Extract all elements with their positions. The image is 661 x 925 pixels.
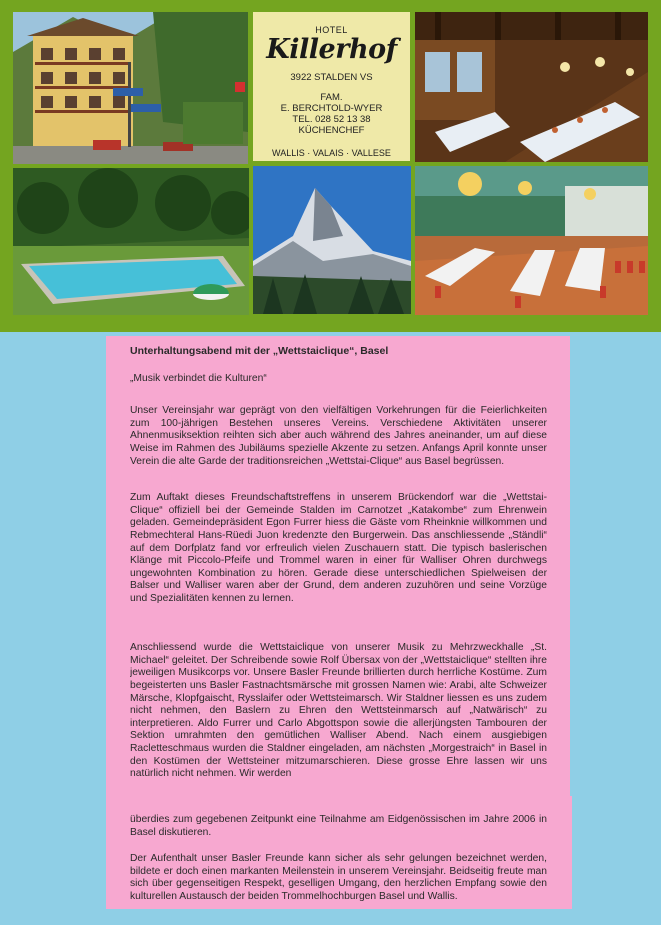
article-title: Unterhaltungsabend mit der „Wettstaiclique“, Basel [130, 345, 389, 357]
hotel-label-card [253, 12, 410, 161]
hotel-telephone: TEL. 028 52 13 38 [292, 114, 371, 125]
article-motto: „Musik verbindet die Kulturen“ [130, 373, 267, 384]
swimming-pool-photo [13, 168, 249, 315]
article-paragraph-1: Unser Vereinsjahr war geprägt von den vielfältigen Vorkehrungen für die Feierlichkeiten zum 100-jährigen Bestehen unseres Vereins. Verschiedene Aktivitäten unserer Ahnenmusiksektion reihten sich aber auch während des Jahres aneinander, um auf diese Weise im Rahmen des Jubiläums spezielle Akzente zu setzen. Anfangs April konnte unser Verein die alte Garde der traditionsreichen „Wettstai-Clique“ aus Basel begrüssen. [130, 405, 547, 467]
article-sheet-bottom [106, 796, 572, 909]
article-paragraph-2: Zum Auftakt dieses Freundschaftstreffens in unserem Brückendorf war die „Wettstai-Clique“ offiziell bei der Gemeinde Stalden im Carnotzet „Katakombe“ zum Ehrenwein geladen. Gemeindepräsident Egon Furrer hiess die Gäste vom Rheinknie willkommen und Rebmechteral Hans-Rüedi Juon kredenzte den Burgerwein. Das anschliessende „Ständli“ auf dem Dorfplatz fand vor erfreulich vielen Zuschauern statt. Die typisch baslerischen Klänge mit Piccolo-Pfeife und Trommel waren in einer für Walliser Ohren durchwegs ungewohnten Kombination zu hören. Gerade diese unterschiedlichen Spielweisen der Balser und Walliser waren aber der Grund, dem anderen zuzuhören und seine Vorzüge und Spezialitäten kennen zu lernen. [130, 492, 547, 605]
dining-room-photo [415, 12, 648, 162]
hotel-postcard [0, 0, 661, 332]
article-sheet-top [106, 336, 570, 796]
article-paragraph-3-continued: überdies zum gegebenen Zeitpunkt eine Teilnahme am Eidgenössischen im Jahre 2006 in Basel diskutieren. [130, 814, 547, 838]
banquet-hall-photo [415, 166, 648, 315]
hotel-region: WALLIS · VALAIS · VALLESE [272, 148, 391, 158]
hotel-building-photo [13, 12, 248, 164]
matterhorn-photo [253, 166, 411, 314]
article-paragraph-3: Anschliessend wurde die Wettstaiclique von unserer Musik zu Mehrzweckhalle „St. Michael“ geleitet. Der Schreibende sowie Rolf Übersax von der „Wettstaiclique“ stellten ihre jeweiligen Musikcorps vor. Unsere Basler Freunde brillierten durch herrliche Kostüme. Zum begeisterten uns Basler Fastnachtsmärsche mit grossen Namen wie: Arabi, alte Schweizer Märsche, Klopfgaischt, Rysslaifer oder Wettsteimarsch. Wir Staldner liessen es uns zudem nicht nehmen, den Baslern zu Ehren den Wettsteinmarsch auf „Natwärisch“ zu interpretieren. Aldo Furrer und Carlo Abgottspon sowie die allerjüngsten Tambouren der Sektion umrahmten den gemütlichen Walliser Abend. Nach einem ausgiebigen Racletteschmaus wurden die Staldner eingeladen, am nächsten „Morgestraich“ in Basel in den Kostümen der Wettsteiner mitzumarschieren. Diese grosse Ehre lassen wir uns natürlich nicht nehmen. Wir werden [130, 642, 547, 780]
hotel-fam: FAM. [320, 92, 343, 103]
hotel-owner: E. BERCHTOLD-WYER [280, 103, 383, 114]
hotel-label: HOTEL [315, 25, 348, 35]
hotel-name-logo: Killerhof [266, 34, 397, 65]
hotel-chef: KÜCHENCHEF [298, 125, 365, 136]
article-paragraph-4: Der Aufenthalt unser Basler Freunde kann sicher als sehr gelungen bezeichnet werden, bildete er doch einen markanten Meilenstein in unserem Vereinsjahr. Beidseitig freute man sich über gegenseitigen Respekt, geselligen Umgang, den herzlichen Empfang sowie den kulturellen Austausch der beiden Trommelhochburgen Basel und Wallis. [130, 853, 547, 903]
hotel-city: 3922 STALDEN VS [290, 72, 373, 83]
